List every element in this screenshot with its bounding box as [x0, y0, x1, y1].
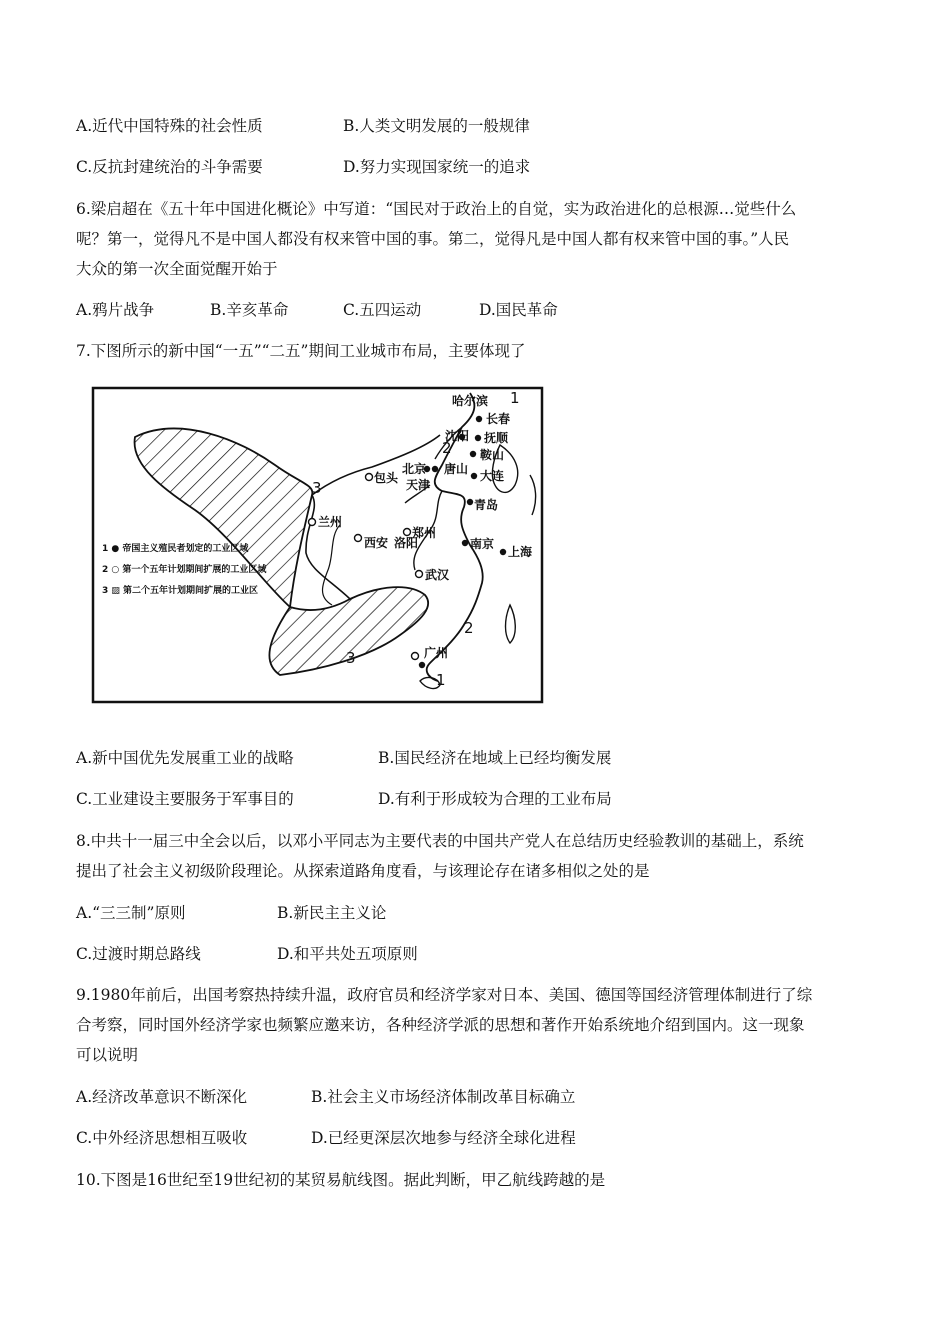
legend-item-2: 2 ○ 第一个五年计划期间扩展的工业区域 — [102, 565, 267, 575]
city-label-fushun: 抚顺 — [484, 431, 509, 445]
q5-option-c: C.反抗封建统治的斗争需要 — [76, 158, 263, 176]
city-label-luoyang: 洛阳 — [394, 536, 419, 550]
q8-stem-line2: 提出了社会主义初级阶段理论。从探索道路角度看，与该理论存在诸多相似之处的是 — [76, 862, 650, 880]
q9-option-b: B.社会主义市场经济体制改革目标确立 — [311, 1088, 576, 1106]
city-label-harbin: 哈尔滨 — [452, 394, 489, 408]
q5-option-a: A.近代中国特殊的社会性质 — [76, 117, 263, 135]
q9-stem-line3: 可以说明 — [76, 1046, 139, 1064]
city-label-baotou: 包头 — [374, 471, 399, 485]
legend-item-3: 3 ▨ 第二个五年计划期间扩展的工业区 — [102, 586, 259, 596]
city-dot-qingdao — [467, 499, 473, 505]
city-label-xian: 西安 — [364, 536, 389, 550]
city-dot-dalian — [471, 473, 477, 479]
zone-number-3-south: 3 — [346, 649, 356, 667]
city-label-zhengzhou: 郑州 — [412, 526, 437, 540]
q6-option-b: B.辛亥革命 — [210, 301, 289, 319]
city-dot-changchun — [476, 416, 482, 422]
city-label-qingdao: 青岛 — [474, 498, 499, 512]
city-label-nanjing: 南京 — [470, 537, 495, 551]
city-label-dalian: 大连 — [480, 469, 505, 483]
q7-option-c: C.工业建设主要服务于军事目的 — [76, 790, 294, 808]
city-dot-guangzhou-hollow — [412, 653, 419, 660]
q8-stem-line1: 8.中共十一届三中全会以后，以邓小平同志为主要代表的中国共产党人在总结历史经验教训的基础上，系统 — [76, 832, 804, 850]
q6-stem-line2: 呢？第一，觉得凡不是中国人都没有权来管中国的事。第二，觉得凡是中国人都有权来管中国的事。”人民 — [76, 230, 790, 248]
legend-item-1: 1 ● 帝国主义殖民者划定的工业区域 — [102, 544, 249, 554]
city-dot-beijing — [432, 466, 438, 472]
city-dot-anshan — [470, 451, 476, 457]
city-dot-shanghai — [500, 549, 506, 555]
city-label-anshan: 鞍山 — [480, 448, 505, 462]
industrial-layout-map — [90, 385, 545, 705]
city-dot-nanjing — [462, 540, 468, 546]
q7-option-b: B.国民经济在地域上已经均衡发展 — [378, 749, 612, 767]
q6-option-d: D.国民革命 — [479, 301, 558, 319]
zone-number-1-south: 1 — [436, 671, 446, 689]
q6-option-c: C.五四运动 — [343, 301, 422, 319]
q5-option-b: B.人类文明发展的一般规律 — [343, 117, 530, 135]
q6-option-a: A.鸦片战争 — [76, 301, 155, 319]
q7-option-a: A.新中国优先发展重工业的战略 — [76, 749, 294, 767]
q8-option-b: B.新民主主义论 — [277, 904, 387, 922]
city-label-shenyang: 沈阳 — [445, 429, 470, 443]
city-label-guangzhou: 广州 — [424, 646, 449, 660]
zone-number-2-south: 2 — [464, 619, 474, 637]
q7-option-d: D.有利于形成较为合理的工业布局 — [378, 790, 612, 808]
city-label-shanghai: 上海 — [508, 545, 533, 559]
q6-stem-line1: 6.梁启超在《五十年中国进化概论》中写道：“国民对于政治上的自觉，实为政治进化的总根源…觉些什么 — [76, 200, 797, 218]
city-dot-fushun — [475, 435, 481, 441]
q8-option-a: A.“三三制”原则 — [76, 904, 186, 922]
city-dot-lanzhou — [309, 519, 316, 526]
q6-stem-line3: 大众的第一次全面觉醒开始于 — [76, 260, 278, 278]
city-label-tangshan: 唐山 — [444, 462, 469, 476]
city-dot-zhengzhou — [404, 529, 411, 536]
q9-stem-line2: 合考察，同时国外经济学家也频繁应邀来访，各种经济学派的思想和著作开始系统地介绍到国内。这一现象 — [76, 1016, 805, 1034]
zone-number-3-northwest: 3 — [312, 479, 322, 497]
q8-option-c: C.过渡时期总路线 — [76, 945, 201, 963]
city-dot-wuhan — [416, 571, 423, 578]
zone-number-1-north: 1 — [510, 389, 520, 407]
q8-option-d: D.和平共处五项原则 — [277, 945, 418, 963]
city-dot-xian — [355, 535, 362, 542]
city-dot-guangzhou — [419, 662, 425, 668]
q9-option-d: D.已经更深层次地参与经济全球化进程 — [311, 1129, 576, 1147]
q9-option-a: A.经济改革意识不断深化 — [76, 1088, 248, 1106]
q5-option-d: D.努力实现国家统一的追求 — [343, 158, 531, 176]
q10-stem: 10.下图是16世纪至19世纪初的某贸易航线图。据此判断，甲乙航线跨越的是 — [76, 1171, 606, 1189]
q9-stem-line1: 9.1980年前后，出国考察热持续升温，政府官员和经济学家对日本、美国、德国等国经济管理体制进行了综 — [76, 986, 813, 1004]
city-label-wuhan: 武汉 — [425, 568, 450, 582]
city-label-lanzhou: 兰州 — [318, 515, 343, 529]
city-dot-baotou — [366, 474, 373, 481]
q7-stem: 7.下图所示的新中国“一五”“二五”期间工业城市布局，主要体现了 — [76, 342, 526, 360]
city-label-changchun: 长春 — [486, 412, 511, 426]
zone-number-2-north: 2 — [442, 439, 452, 457]
q9-option-c: C.中外经济思想相互吸收 — [76, 1129, 248, 1147]
city-label-beijing: 北京 — [402, 462, 427, 476]
city-label-tianjin: 天津 — [406, 478, 431, 492]
